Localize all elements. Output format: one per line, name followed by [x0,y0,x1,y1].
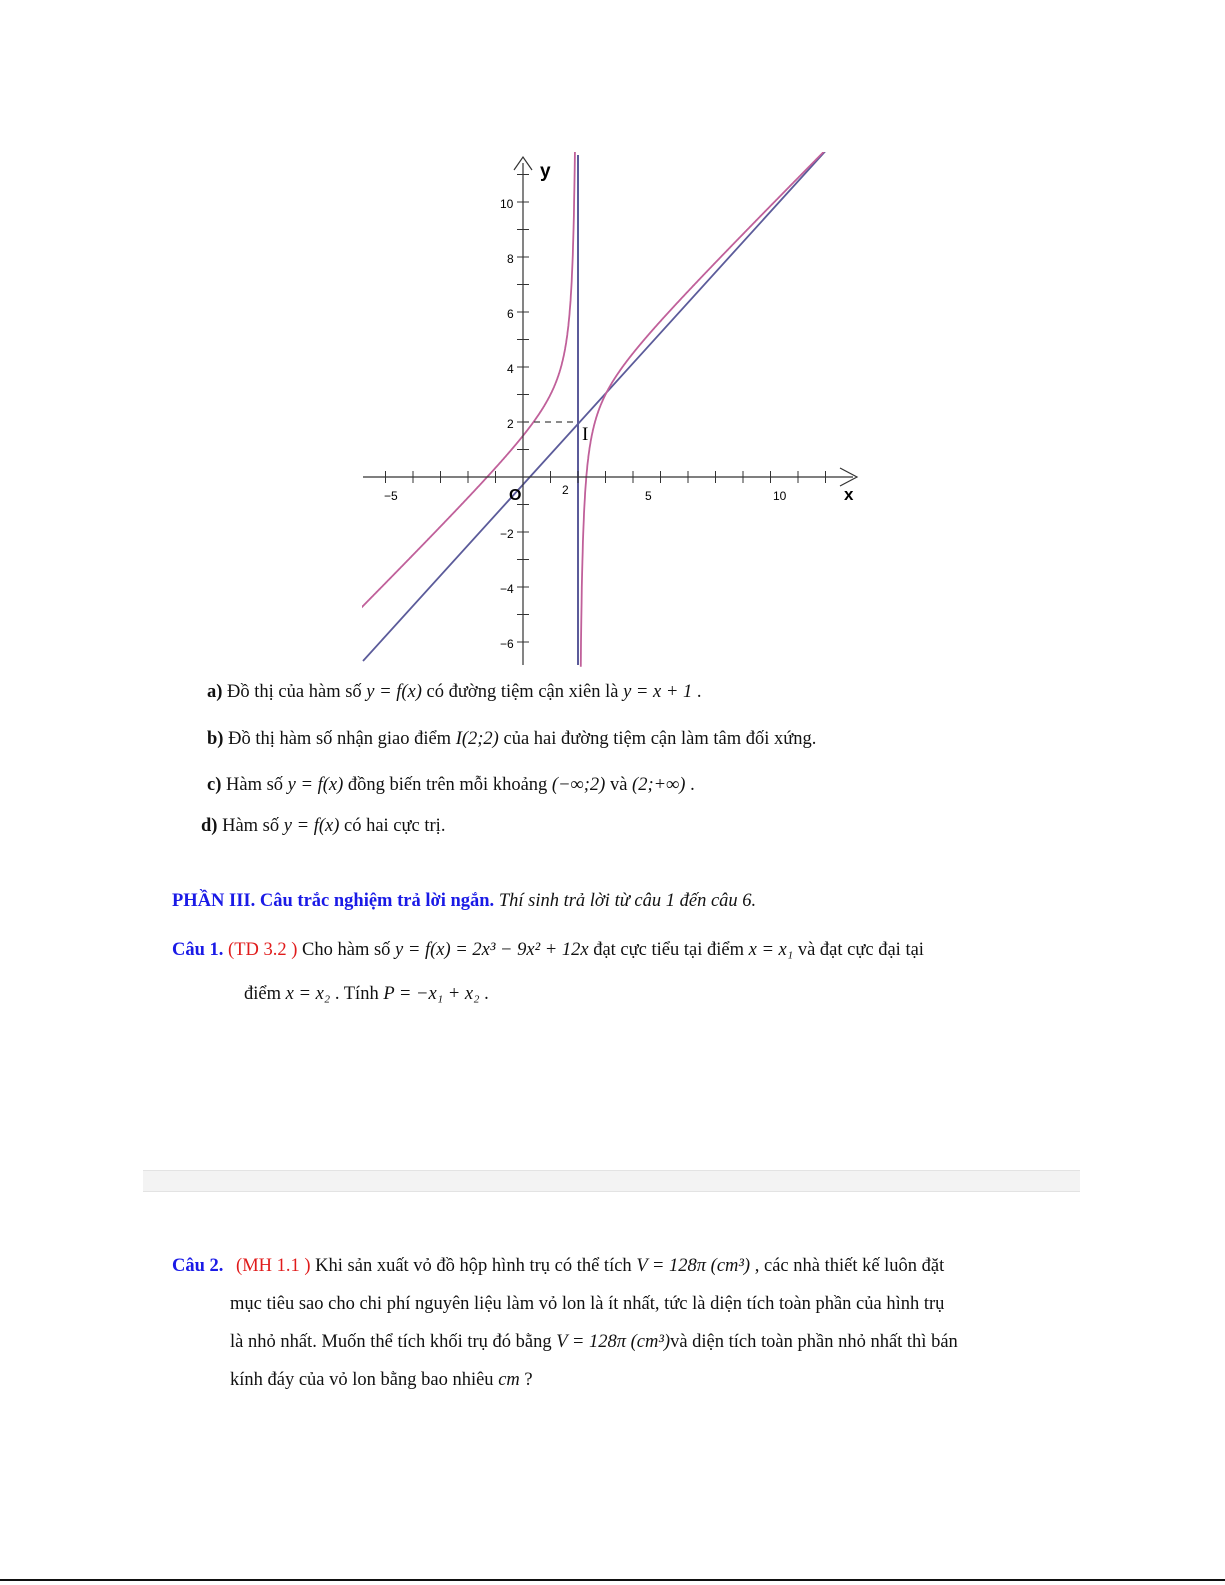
question-2-line1 [172,1256,944,1277]
question-1-text3: và đạt cực đại tại [793,940,924,960]
y-tick-6: 6 [507,307,514,321]
question-2-text1: Khi sản xuất vỏ đồ hộp hình trụ có thể tích [310,1256,637,1276]
part3-heading [172,891,756,912]
part3-title: PHẦN III. Câu trắc nghiệm trả lời ngắn. [172,891,495,911]
axis-ticks [386,175,826,643]
question-1-text2: đạt cực tiểu tại điểm [588,940,749,960]
question-1-text4: điểm [244,984,286,1004]
y-tick-4: 4 [507,362,514,376]
y-axis-label: y [540,161,551,182]
statement-b [207,729,816,750]
question-1-text6: . [479,984,489,1004]
question-2-math1: V = 128π (cm³) [636,1256,751,1276]
question-2-text5: kính đáy của vỏ lon bằng bao nhiêu [230,1370,499,1390]
right-branch-curve [581,147,828,667]
statement-b-text2: của hai đường tiệm cận làm tâm đối xứng. [498,729,817,749]
statement-a-math2: y = x + 1 [623,682,693,702]
y-tick-10: 10 [500,197,514,211]
statement-c-text1: Hàm số [221,775,288,795]
statement-c-math2: (−∞;2) [551,775,606,795]
question-2-text2: , các nhà thiết kế luôn đặt [750,1256,945,1276]
statement-a-text3: . [692,682,702,702]
question-1-math3: x = x₂ [285,984,331,1004]
statement-c-prefix: c) [207,775,222,795]
question-2-text4: và diện tích toàn phần nhỏ nhất thì bán [670,1332,958,1352]
question-2-tag: (MH 1.1 ) [236,1256,311,1276]
question-2-label: Câu 2. [172,1256,224,1276]
statement-a-text1: Đồ thị của hàm số [222,682,367,702]
statement-c-math1: y = f(x) [287,775,344,795]
question-2-math2: V = 128π (cm³) [556,1332,671,1352]
statement-d-prefix: d) [201,816,218,836]
question-1-line2 [244,984,489,1005]
question-2-line3 [230,1332,958,1353]
question-2-text6: ? [519,1370,533,1390]
statement-a-prefix: a) [207,682,223,702]
statement-d [201,816,445,837]
question-1-text1: Cho hàm số [297,940,396,960]
x-axis-label: x [844,485,854,504]
statement-a-text2: có đường tiệm cận xiên là [421,682,624,702]
statement-b-math1: I(2;2) [455,729,499,749]
oblique-asymptote [363,135,840,661]
question-1-tag: (TD 3.2 ) [228,940,298,960]
x-tick-2: 2 [562,483,569,497]
statement-d-text2: có hai cực trị. [339,816,446,836]
question-1-math2: x = x₁ [748,940,794,960]
x-tick-neg5: −5 [384,489,398,503]
statement-b-prefix: b) [207,729,224,749]
origin-label: O [509,487,522,504]
question-1-math4: P = −x₁ + x₂ [383,984,480,1004]
y-tick-neg2: −2 [500,527,514,541]
question-2-line2 [230,1294,944,1315]
statement-c-text4: . [685,775,695,795]
statement-c [207,775,695,796]
bottom-rule [0,1579,1225,1581]
statement-c-math3: (2;+∞) [632,775,686,795]
statement-b-text1: Đồ thị hàm số nhận giao điểm [223,729,456,749]
y-tick-neg4: −4 [500,582,514,596]
question-1-line1 [172,940,1032,961]
question-2-text3: là nhỏ nhất. Muốn thể tích khối trụ đó bằng [230,1332,557,1352]
x-tick-10: 10 [773,489,787,503]
statement-c-text2: đồng biến trên mỗi khoảng [343,775,552,795]
x-tick-5: 5 [645,489,652,503]
function-graph [0,0,1225,680]
statement-a [207,682,701,703]
statement-c-text3: và [605,775,633,795]
question-1-label: Câu 1. [172,940,224,960]
point-i-label: I [582,424,589,445]
question-2-math3: cm [498,1370,520,1390]
y-tick-2: 2 [507,417,514,431]
part3-note: Thí sinh trả lời từ câu 1 đến câu 6. [494,891,757,911]
question-2-text-line2: mục tiêu sao cho chi phí nguyên liệu làm vỏ lon là ít nhất, tức là diện tích toàn phần của hình trụ [230,1294,945,1314]
page-break-divider [143,1170,1080,1192]
question-2-line4 [230,1370,533,1391]
question-1-text5: . Tính [330,984,384,1004]
statement-d-math1: y = f(x) [283,816,340,836]
statement-d-text1: Hàm số [217,816,284,836]
y-tick-neg6: −6 [500,637,514,651]
y-tick-8: 8 [507,252,514,266]
question-1-math1: y = f(x) = 2x³ − 9x² + 12x [395,940,589,960]
statement-a-math1: y = f(x) [366,682,422,702]
